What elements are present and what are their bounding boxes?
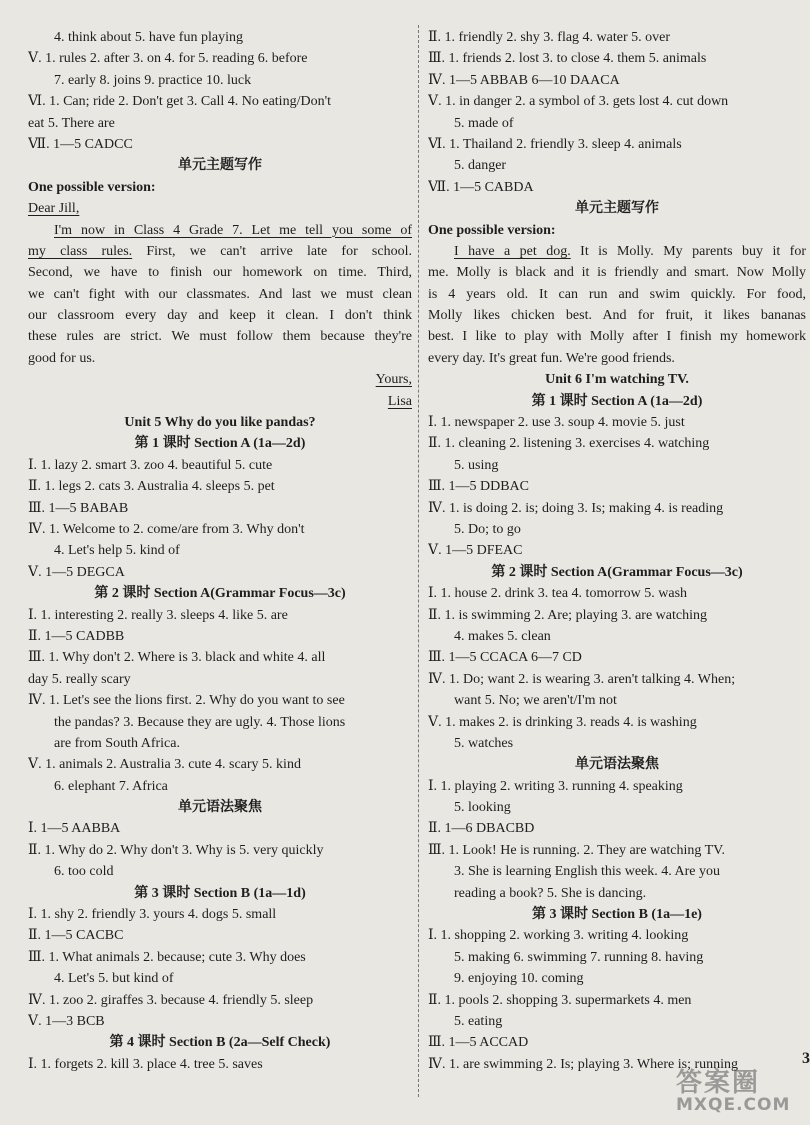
left-column-line: 4. think about 5. have fun playing xyxy=(54,30,243,45)
right-column-line: want 5. No; we aren't/I'm not xyxy=(454,693,617,709)
right-column-line: me. Molly is black and it is friendly and smart. Now Molly xyxy=(428,265,806,281)
right-column-line: 5. made of xyxy=(454,115,514,131)
left-column-line: Ⅱ. 1. Why do 2. Why don't 3. Why is 5. very quickly xyxy=(28,842,324,858)
right-column-line: One possible version: xyxy=(428,222,556,238)
left-column-line: 7. early 8. joins 9. practice 10. luck xyxy=(54,72,252,88)
right-column-line: Ⅰ. 1. shopping 2. working 3. writing 4. looking xyxy=(428,928,689,944)
left-column-line: Ⅰ. 1. interesting 2. really 3. sleeps 4. like 5. are xyxy=(28,607,288,623)
right-column-line: 5. eating xyxy=(454,1013,503,1029)
right-column-line: Ⅱ. 1. pools 2. shopping 3. supermarkets 4. men xyxy=(428,992,692,1008)
right-column-line: Ⅴ. 1. makes 2. is drinking 3. reads 4. is washing xyxy=(428,714,697,730)
left-column-line: Ⅴ. 1—3 BCB xyxy=(28,1013,105,1029)
right-column-line: 5. watches xyxy=(454,735,514,751)
left-column-line: 第 3 课时 Section B (1a—1d) xyxy=(134,885,306,901)
right-column-line: Ⅲ. 1. Look! He is running. 2. They are watching TV. xyxy=(428,842,725,858)
right-column-line: Ⅳ. 1. is doing 2. is; doing 3. Is; making 4. is reading xyxy=(428,500,724,516)
column-divider xyxy=(418,25,419,1097)
left-column-line: 6. too cold xyxy=(54,864,114,880)
right-column-line: Ⅱ. 1. friendly 2. shy 3. flag 4. water 5. over xyxy=(428,30,671,45)
left-column-line: Ⅳ. 1. Welcome to 2. come/are from 3. Why don't xyxy=(28,521,305,537)
right-column-line: every day. It's great fun. We're good friends. xyxy=(428,350,675,366)
right-column-line: 4. makes 5. clean xyxy=(454,628,551,644)
left-column-line: Ⅰ. 1. lazy 2. smart 3. zoo 4. beautiful 5. cute xyxy=(28,457,273,473)
left-column-line: these rules are strict. We must follow them because they're xyxy=(28,329,412,345)
right-column-line: 第 2 课时 Section A(Grammar Focus—3c) xyxy=(491,564,743,580)
left-column-line: 单元主题写作 xyxy=(178,158,262,174)
left-column-line: are from South Africa. xyxy=(54,735,180,751)
right-column-line: Ⅲ. 1—5 DDBAC xyxy=(428,479,530,495)
right-column-line: 单元主题写作 xyxy=(575,201,659,217)
left-column-line: Ⅴ. 1. rules 2. after 3. on 4. for 5. reading 6. before xyxy=(28,51,308,67)
right-column-line: Ⅳ. 1. are swimming 2. Is; playing 3. Where is; running xyxy=(428,1056,739,1072)
left-column-line: our classroom every day and keep it clean. I don't think xyxy=(28,308,412,324)
right-column-line: Unit 6 I'm watching TV. xyxy=(545,372,689,388)
right-column xyxy=(428,27,806,1075)
left-column-line: good for us. xyxy=(28,350,96,366)
watermark-logo xyxy=(676,1062,790,1115)
right-column-line: Ⅶ. 1—5 CABDA xyxy=(428,179,534,195)
right-column-line: 5. making 6. swimming 7. running 8. having xyxy=(454,949,704,965)
right-column-line: 9. enjoying 10. coming xyxy=(454,971,584,987)
left-column-line: Ⅴ. 1. animals 2. Australia 3. cute 4. scary 5. kind xyxy=(28,757,301,773)
left-column-line: Ⅳ. 1. zoo 2. giraffes 3. because 4. friendly 5. sleep xyxy=(28,992,314,1008)
left-column-line: Ⅰ. 1—5 AABBA xyxy=(28,821,121,837)
left-column-line: Ⅲ. 1. What animals 2. because; cute 3. Why does xyxy=(28,949,306,965)
right-column-line: is 4 years old. It can run and swim quickly. For food, xyxy=(428,286,806,302)
right-column-line: 5. using xyxy=(454,457,499,473)
right-column-line: Ⅱ. 1. cleaning 2. listening 3. exercises 4. watching xyxy=(428,436,710,452)
left-column-line: Ⅶ. 1—5 CADCC xyxy=(28,136,133,152)
left-column-line: 第 1 课时 Section A (1a—2d) xyxy=(134,436,306,452)
left-column-line: 第 4 课时 Section B (2a—Self Check) xyxy=(109,1035,331,1051)
left-column-line: the pandas? 3. Because they are ugly. 4. Those lions xyxy=(54,714,346,730)
left-column-line: Ⅲ. 1—5 BABAB xyxy=(28,500,129,516)
right-column-line: 单元语法聚焦 xyxy=(575,757,659,773)
left-column-line: 4. Let's help 5. kind of xyxy=(54,543,180,559)
left-column-line: Ⅱ. 1—5 CACBC xyxy=(28,928,124,944)
left-column-line: Unit 5 Why do you like pandas? xyxy=(124,415,316,431)
watermark-url: MXQE.COM xyxy=(676,1095,791,1115)
right-column-line: Ⅴ. 1. in danger 2. a symbol of 3. gets lost 4. cut down xyxy=(428,94,729,110)
watermark-text: 答案圈 xyxy=(676,1068,761,1098)
left-column-line: Lisa xyxy=(387,393,412,409)
left-column-line: 6. elephant 7. Africa xyxy=(54,778,168,794)
right-column-line: Ⅲ. 1. friends 2. lost 3. to close 4. them 5. animals xyxy=(428,51,707,67)
page-number: 3 xyxy=(802,1050,810,1067)
left-column-line: One possible version: xyxy=(28,179,156,195)
right-column-line: I have a pet dog. It is Molly. My parents buy it for xyxy=(454,243,806,259)
right-column-line: 5. looking xyxy=(454,800,511,816)
right-column-line: Ⅱ. 1—6 DBACBD xyxy=(428,821,535,837)
right-column-line: Ⅲ. 1—5 CCACA 6—7 CD xyxy=(428,650,582,666)
left-column-line: 第 2 课时 Section A(Grammar Focus—3c) xyxy=(94,586,346,602)
left-column xyxy=(28,27,412,1075)
left-column-line: Ⅱ. 1. legs 2. cats 3. Australia 4. sleeps 5. pet xyxy=(28,479,275,495)
left-column-line: Ⅵ. 1. Can; ride 2. Don't get 3. Call 4. No eating/Don't xyxy=(28,94,331,110)
right-column-line: 3. She is learning English this week. 4. Are you xyxy=(454,864,720,880)
left-column-line: eat 5. There are xyxy=(28,115,115,131)
right-column-line: Ⅰ. 1. house 2. drink 3. tea 4. tomorrow 5. wash xyxy=(428,586,688,602)
left-column-line: my class rules. First, we can't arrive late for school. xyxy=(28,243,412,259)
right-column-line: Ⅳ. 1—5 ABBAB 6—10 DAACA xyxy=(428,72,620,88)
left-column-line: Ⅳ. 1. Let's see the lions first. 2. Why do you want to see xyxy=(28,693,345,709)
left-column-line: Ⅱ. 1—5 CADBB xyxy=(28,628,125,644)
underlined-phrase: I have a pet dog. xyxy=(454,243,571,259)
right-column-line: Ⅰ. 1. newspaper 2. use 3. soup 4. movie 5. just xyxy=(428,415,685,431)
right-column-line: reading a book? 5. She is dancing. xyxy=(454,885,647,901)
right-column-line: 5. danger xyxy=(454,158,507,174)
left-column-line: we can't fight with our classmates. And last we must clean xyxy=(28,286,412,302)
left-column-line: day 5. really scary xyxy=(28,671,131,687)
left-column-line: Ⅴ. 1—5 DEGCA xyxy=(28,564,125,580)
left-column-line: Second, we have to finish our homework on time. Third, xyxy=(28,265,412,281)
left-column-line: Yours, xyxy=(375,372,412,388)
right-column-line: best. I like to play with Molly after I finish my homework xyxy=(428,329,806,345)
underlined-phrase: my class rules. xyxy=(28,243,133,259)
right-column-line: 第 3 课时 Section B (1a—1e) xyxy=(532,907,702,923)
right-column-line: 5. Do; to go xyxy=(454,521,521,537)
right-column-line: Ⅱ. 1. is swimming 2. Are; playing 3. are watching xyxy=(428,607,707,623)
right-column-line: Ⅵ. 1. Thailand 2. friendly 3. sleep 4. animals xyxy=(428,136,682,152)
right-column-line: Ⅳ. 1. Do; want 2. is wearing 3. aren't talking 4. When; xyxy=(428,671,736,687)
left-column-line: Ⅰ. 1. forgets 2. kill 3. place 4. tree 5. saves xyxy=(28,1056,263,1072)
right-column-line: Ⅲ. 1—5 ACCAD xyxy=(428,1035,529,1051)
right-column-line: 第 1 课时 Section A (1a—2d) xyxy=(531,393,703,409)
left-column-line: Dear Jill, xyxy=(28,201,80,217)
right-column-line: Molly likes chicken best. And for fruit, it likes bananas xyxy=(428,308,806,324)
left-column-line: Ⅲ. 1. Why don't 2. Where is 3. black and white 4. all xyxy=(28,650,326,666)
left-column-line: 单元语法聚焦 xyxy=(178,800,262,816)
left-column-line: 4. Let's 5. but kind of xyxy=(54,971,174,987)
right-column-line: Ⅴ. 1—5 DFEAC xyxy=(428,543,523,559)
left-column-line: Ⅰ. 1. shy 2. friendly 3. yours 4. dogs 5. small xyxy=(28,907,277,923)
right-column-line: Ⅰ. 1. playing 2. writing 3. running 4. speaking xyxy=(428,778,683,794)
left-column-line: I'm now in Class 4 Grade 7. Let me tell you some of xyxy=(54,222,412,238)
